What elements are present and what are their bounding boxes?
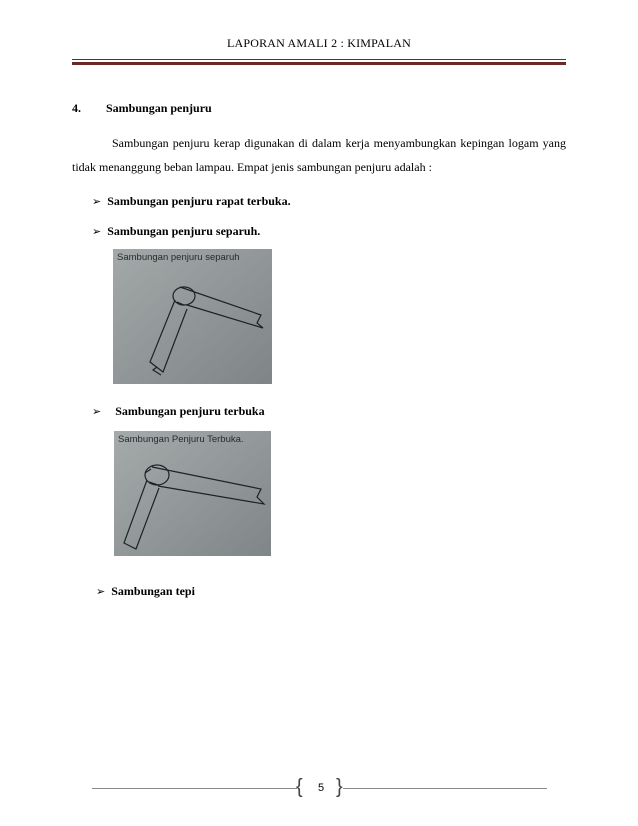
bullet-item (92, 404, 265, 419)
bullet-label: Sambungan penjuru terbuka (115, 404, 265, 418)
bullet-item (92, 224, 260, 239)
section-paragraph: Sambungan penjuru kerap digunakan di dalam kerja menyambungkan kepingan logam yang tidak menanggung beban lampau. Empat jenis sambungan penjuru adalah : (72, 136, 566, 174)
bullet-label: Sambungan penjuru rapat terbuka. (107, 194, 291, 208)
arrow-bullet-icon: ➢ (96, 586, 106, 598)
section-heading (72, 101, 212, 116)
figure-half-corner-joint (113, 249, 272, 384)
right-bracket-icon: } (336, 776, 343, 798)
header-divider-thick (72, 62, 566, 65)
header-divider-thin (72, 59, 566, 60)
page-number: 5 (317, 782, 325, 794)
figure-caption: Sambungan penjuru separuh (117, 252, 240, 263)
bullet-label: Sambungan penjuru separuh. (107, 224, 261, 238)
bullet-item (92, 194, 291, 209)
arrow-bullet-icon: ➢ (92, 406, 102, 418)
figure-caption: Sambungan Penjuru Terbuka. (118, 434, 244, 445)
footer-divider-left (92, 788, 297, 789)
arrow-bullet-icon: ➢ (92, 226, 102, 238)
bullet-label: Sambungan tepi (111, 584, 195, 598)
figure-open-corner-joint (114, 431, 271, 556)
bullet-item (96, 584, 195, 599)
footer-divider-right (343, 788, 547, 789)
section-title: Sambungan penjuru (106, 101, 212, 115)
corner-joint-sketch-1 (113, 249, 272, 384)
left-bracket-icon: { (296, 776, 303, 798)
arrow-bullet-icon: ➢ (92, 196, 102, 208)
corner-joint-sketch-2 (114, 431, 271, 556)
page-header-title: LAPORAN AMALI 2 : KIMPALAN (226, 36, 412, 50)
section-number: 4. (72, 101, 81, 115)
